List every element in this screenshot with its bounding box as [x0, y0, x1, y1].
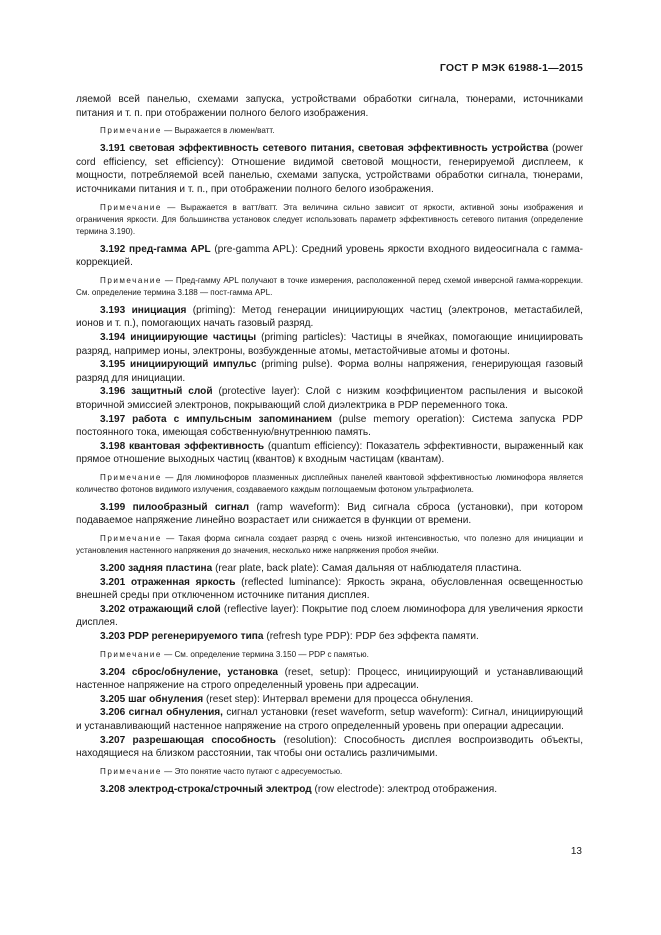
term-heading: 3.202 отражающий слой	[100, 603, 221, 615]
term-3-193	[76, 304, 583, 331]
term-3-199	[76, 501, 583, 528]
term-3-202	[76, 603, 583, 630]
term-3-203	[76, 630, 583, 644]
term-3-191	[76, 142, 583, 196]
term-heading: 3.207 разрешающая способность	[100, 734, 277, 746]
term-3-207	[76, 734, 583, 761]
note-text: — См. определение термина 3.150 — PDP с памятью.	[164, 649, 369, 659]
term-body: (reset step): Интервал времени для процесса обнуления.	[205, 693, 474, 705]
note-label: Примечание	[100, 126, 162, 136]
term-body: (rear plate, back plate): Самая дальняя от наблюдателя пластина.	[215, 563, 522, 575]
term-body: (pre-gamma APL): Средний уровень яркости входного видеосигнала с гамма-коррекцией.	[76, 243, 583, 269]
note	[76, 275, 583, 299]
continuation-text: ляемой всей панелью, схемами запуска, устройствами обработки сигнала, тюнерами, источниками питания и т. п. при отображении полного белого изображения.	[76, 94, 583, 119]
page-header: ГОСТ Р МЭК 61988-1—2015	[439, 62, 583, 74]
note-text: — Пред-гамму APL получают в точке измерения, расположенной перед схемой инверсной гамма-коррекции. См. определение термина 3.188 — пост-гамма APL.	[76, 275, 583, 297]
term-heading: 3.195 инициирующий импульс	[100, 359, 257, 371]
term-heading: 3.208 электрод-строка/строчный электрод	[100, 783, 312, 795]
term-heading: 3.191 световая эффективность сетевого питания, световая эффективность устройства	[100, 143, 549, 155]
note-label: Примечание	[100, 202, 162, 212]
note-label: Примечание	[100, 534, 162, 544]
term-3-204	[76, 666, 583, 693]
term-body: (power cord efficiency, set efficiency): Отношение видимой световой мощности, генерируемой дисплеем, к мощности, потребляемой всей панелью, схемами запуска, устройствами обработки сигнала, тюнерами, источниками питания и т. п., при отображении полного белого изображения.	[76, 143, 583, 195]
term-heading: 3.206 сигнал обнуления,	[100, 707, 223, 719]
term-body: (quantum efficiency): Показатель эффективности, выраженный как прямое отношение выходных частиц (квантов) к входным частицам (квантам).	[76, 440, 583, 466]
note	[76, 533, 583, 557]
note-label: Примечание	[100, 766, 162, 776]
term-heading: 3.197 работа с импульсным запоминанием	[100, 413, 332, 425]
term-body: (priming pulse). Форма волны напряжения, генерирующая газовый разряд для инициации.	[76, 359, 583, 384]
term-heading: 3.203 PDP регенерируемого типа	[100, 631, 264, 643]
note-label: Примечание	[100, 275, 162, 285]
term-heading: 3.192 пред-гамма APL	[100, 243, 211, 255]
page-content	[76, 93, 583, 796]
term-3-208	[76, 783, 583, 797]
term-3-195	[76, 358, 583, 385]
term-3-206	[76, 706, 583, 733]
term-body: (reflected luminance): Яркость экрана, обусловленная освещенностью внешней среды при отключенном источнике питания дисплея.	[76, 576, 583, 602]
term-body: (priming): Метод генерации инициирующих частиц (электронов, метастабилей, ионов и т. п.), помогающих начать газовый разряд.	[76, 304, 583, 330]
note	[76, 472, 583, 496]
note	[76, 766, 583, 778]
term-heading: 3.205 шаг обнуления	[100, 693, 204, 705]
page-number: 13	[570, 846, 582, 857]
term-heading: 3.196 защитный слой	[100, 386, 213, 398]
term-3-200	[76, 562, 583, 576]
term-body: (refresh type PDP): PDP без эффекта памяти.	[266, 631, 479, 643]
term-body: (protective layer): Слой с низким коэффициентом распыления и высокой вторичной эмиссией электронов, покрывающий слой диэлектрика в PDP переменного тока.	[76, 386, 583, 411]
term-body: (pulse memory operation): Система запуска PDP постоянного тока, имеющая собственную/внутреннюю память.	[76, 413, 583, 439]
term-heading: 3.194 инициирующие частицы	[100, 331, 257, 343]
term-heading: 3.204 сброс/обнуление, установка	[100, 666, 279, 678]
term-3-198	[76, 440, 583, 467]
term-heading: 3.193 инициация	[100, 304, 187, 316]
note	[76, 649, 583, 661]
term-heading: 3.199 пилообразный сигнал	[100, 501, 250, 513]
note-text: — Выражается в люмен/ватт.	[164, 126, 275, 136]
term-3-192	[76, 243, 583, 270]
term-3-201	[76, 576, 583, 603]
term-3-197	[76, 413, 583, 440]
note-label: Примечание	[100, 472, 162, 482]
term-body: (priming particles): Частицы в ячейках, помогающие инициировать разряд, например ионы, электроны, возбужденные атомы, метастойчивые атомы и фотоны.	[76, 331, 583, 357]
term-body: (resolution): Способность дисплея воспроизводить объекты, находящиеся на близком расстоянии, так чтобы они остались различимыми.	[76, 734, 583, 760]
note-label: Примечание	[100, 649, 162, 659]
note-text: — Такая форма сигнала создает разряд с очень низкой интенсивностью, что полезно для инициации и установления настенного напряжения до значения, несколько ниже напряжения пробоя ячейки.	[76, 534, 583, 556]
note-text: — Это понятие часто путают с адресуемостью.	[164, 766, 343, 776]
note	[76, 202, 583, 238]
term-body: (reset, setup): Процесс, инициирующий и устанавливающий настенное напряжение на строго определенный уровень при адресации.	[76, 666, 583, 692]
term-heading: 3.198 квантовая эффективность	[100, 440, 265, 452]
term-heading: 3.201 отраженная яркость	[100, 576, 236, 588]
term-body: (reflective layer): Покрытие под слоем люминофора для увеличения яркости дисплея.	[76, 603, 583, 629]
note	[76, 125, 583, 137]
note-text: — Выражается в ватт/ватт. Эта величина сильно зависит от яркости, активной зоны изображения и ограничения яркости. Для большинства установок следует использовать параметр эффективность сетевого питания (определение термина 3.190).	[76, 202, 584, 236]
term-body: (ramp waveform): Вид сигнала сброса (установки), при котором подаваемое напряжение линейно возрастает или снижается в функции от времени.	[76, 501, 583, 527]
term-3-194	[76, 331, 583, 358]
term-body: (row electrode): электрод отображения.	[314, 783, 498, 795]
term-body: сигнал установки (reset waveform, setup waveform): Сигнал, инициирующий и устанавливающий настенное напряжение на строго определенный уровень при операции адресации.	[76, 707, 583, 732]
term-heading: 3.200 задняя пластина	[100, 563, 213, 575]
term-3-196	[76, 385, 583, 412]
note-text: — Для люминофоров плазменных дисплейных панелей квантовой эффективностью люминофора является количество фотонов видимого излучения, создаваемого каждым поглощаемым фотоном ультрафиолета.	[76, 472, 583, 494]
term-3-205	[76, 693, 583, 707]
